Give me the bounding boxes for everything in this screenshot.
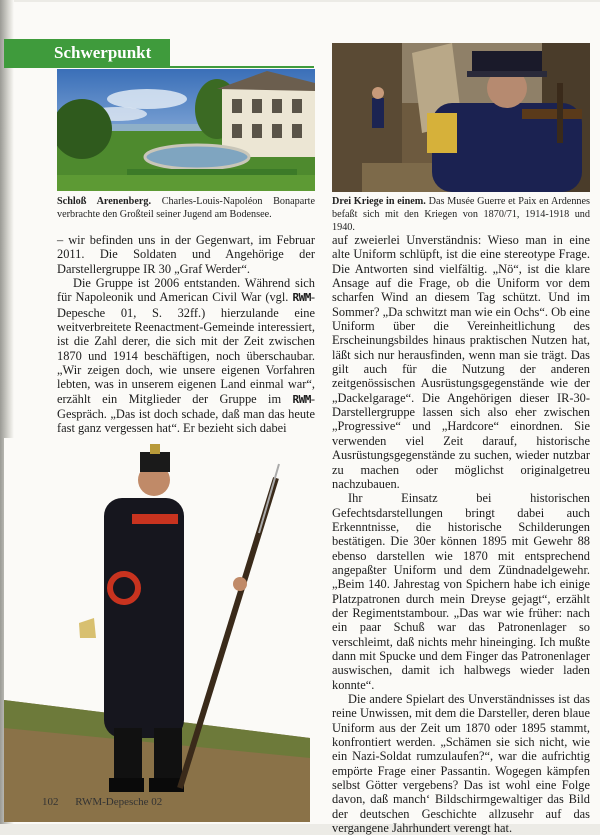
caption-arenenberg-text: Charles-Louis-Napoléon Bonaparte verbrachte den Großteil seiner Jugend am Bodensee. — [57, 196, 315, 220]
caption-arenenberg — [57, 195, 315, 221]
caption-arenenberg-lead: Schloß Arenenberg. — [57, 196, 151, 207]
photo-arenenberg — [57, 69, 315, 191]
right-paragraph-3: Die andere Spielart des Unverständnisses ist das reine Unwissen, mit dem die Darsteller, deren blaue Uniform aus der Zeit um 1870 oder 1895 stammt, konfrontiert werden. „Schämen sie sich nicht, wie ein Nazi-Soldat rumzulaufen?“, war die aufrichtig empörte Frage einer Passantin. Wogegen kämpfen selbst Götter vergebens? Das ist wohl eine Folge davon, daß manch‘ Bildschirmgewaltiger das Bild der deutschen Geschichte allzusehr auf das vergangene Jahrhundert verengt hat. — [332, 692, 590, 835]
article-left-column — [57, 233, 315, 436]
caption-museum-lead: Drei Kriege in einem. — [332, 196, 426, 207]
photo-museum — [332, 43, 590, 192]
page-footer — [42, 796, 162, 808]
left-p2-part-c: -Gespräch. „Das ist doch schade, daß man das heute fast ganz vergessen hat“. Er bezieht sich dabei — [57, 391, 315, 436]
article-right-column — [332, 233, 590, 835]
right-paragraph-1: auf zweierlei Unverständnis: Wieso man in eine alte Uniform schlüpft, ist die eine stereotype Frage. Die Antworten sind vielfältig. „Nö“, ist die klare Ansage auf die Frage, ob die Uniform vor dem scharfen Wind an diesem Tag schützt. Und im Sommer? „Da schwitzt man wie ein Ochs“. Ob eine Uniform über die Vereinheitlichung des Erscheinungsbildes hinaus praktischen Nutzen hat, läßt sich nur herausfinden, wenn man sie trägt. Das gilt auch für die Nutzung der anderen zeitgenössischen Ausrüstungsgegenstände wie der „Dackelgarage“. Die Angehörigen dieser IR-30-Darstellergruppe lassen sich also eher zwischen „Progressive“ und „Hardcore“ einordnen. Sie verwenden viel Zeit darauf, historische Ausrüstungsgegenstände zu suchen, wieder nutzbar zu machen oder möglichst originalgetreu nachzubauen. — [332, 233, 590, 491]
page-number: 102 — [42, 796, 59, 808]
caption-museum-text: Das Musée Guerre et Paix en Ardennes befaßt sich mit den Kriegen von 1870/71, 1914-1918 und 1940. — [332, 196, 591, 233]
left-p2-part-b: -Depesche 01, S. 32ff.) hierzulande eine weitverbreitete Reenactment-Gemeinde interessiert, ist die Zahl derer, die sich mit der Zeit zwischen 1870 und 1914 beschäftigen, noch überschaubar. „Wir zeigen doch, wie unsere eigenen Vorfahren lebten, was in unserem eigenen Land einmal war“, erzählt ein Mitglieder der Gruppe im — [57, 290, 315, 406]
rwm-logo-inline-2: RWM — [292, 392, 311, 406]
caption-museum — [332, 195, 590, 234]
magazine-name: RWM-Depesche 02 — [75, 796, 163, 808]
rubric-divider — [4, 66, 314, 68]
left-paragraph-2 — [57, 276, 315, 436]
photo-soldier — [4, 438, 310, 822]
rwm-logo-inline: RWM — [292, 291, 311, 305]
right-paragraph-2: Ihr Einsatz bei historischen Gefechtsdarstellungen bringt dabei auch Erkenntnisse, die historische Schilderungen bestätigen. Die 30er können 1895 mit Gewehr 88 ebenso darstellen wie 1870 mit entsprechend angepaßter Uniform und dem Zündnadelgewehr. „Beim 140. Jahrestag von Spichern habe ich einige Platzpatronen durch mein Dreyse gejagt“, erzählt der Regimentstambour. „Das war wie früher: nach ein paar Schuß war das Patronenlager so verschleimt, daß nichts mehr hineinging. Ich mußte dann mit Spucke und dem Finger das Patronenlager auswischen, damit ich halbwegs wieder laden konnte“. — [332, 491, 590, 692]
left-p2-part-a: Die Gruppe ist 2006 entstanden. Während sich für Napoleonik und American Civil War (vgl. — [57, 276, 315, 305]
section-rubric: Schwerpunkt — [4, 39, 170, 67]
left-paragraph-1: – wir befinden uns in der Gegenwart, im Februar 2011. Die Soldaten und Angehörige der Darstellergruppe IR 30 „Graf Werder“. — [57, 233, 315, 276]
